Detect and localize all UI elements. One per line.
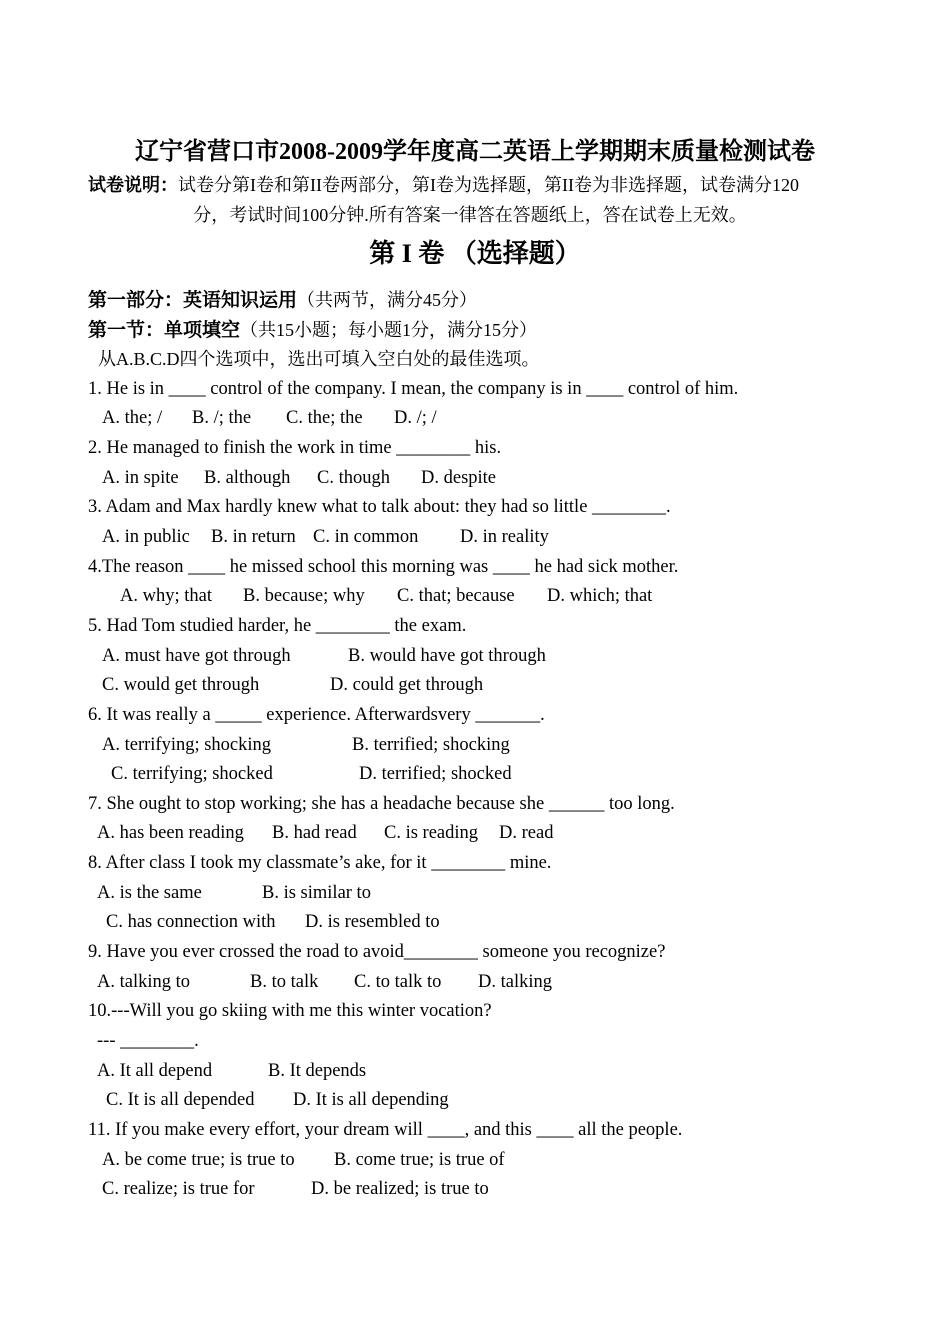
- option-b: B. would have got through: [348, 646, 546, 666]
- option-d: D. is resembled to: [305, 912, 440, 932]
- option-a: A. in spite: [102, 468, 179, 488]
- question-10-options-row2: [0, 1086, 950, 1114]
- option-b: B. although: [204, 468, 291, 488]
- option-d: D. despite: [421, 468, 497, 488]
- option-b: B. to talk: [250, 972, 319, 992]
- question-11-options-row2: [0, 1175, 950, 1203]
- option-d: D. be realized; is true to: [311, 1179, 489, 1199]
- exam-title: 辽宁省营口市2008-2009学年度高二英语上学期期末质量检测试卷: [135, 139, 815, 165]
- option-b: B. terrified; shocking: [352, 735, 510, 755]
- question-9-options: [0, 968, 950, 996]
- option-c: C. that; because: [397, 586, 515, 606]
- option-b: B. because; why: [243, 586, 365, 606]
- option-d: D. terrified; shocked: [359, 764, 512, 784]
- option-c: C. has connection with: [106, 912, 276, 932]
- question-3-options: [0, 523, 950, 551]
- section-heading: [88, 316, 537, 345]
- question-4-options: [0, 582, 950, 610]
- option-a: A. is the same: [97, 883, 202, 903]
- question-5-options-row1: [0, 642, 950, 670]
- question-4-stem: 4.The reason ____ he missed school this morning was ____ he had sick mother.: [88, 557, 679, 577]
- instructions-label: 试卷说明：: [88, 175, 178, 195]
- question-10-stem: 10.---Will you go skiing with me this winter vocation?: [88, 1001, 492, 1021]
- exam-instructions: [88, 170, 852, 230]
- option-d: D. which; that: [547, 586, 653, 606]
- question-5-stem: 5. Had Tom studied harder, he ________ the exam.: [88, 616, 467, 636]
- option-c: C. though: [317, 468, 390, 488]
- option-c: C. realize; is true for: [102, 1179, 255, 1199]
- option-b: B. come true; is true of: [334, 1150, 505, 1170]
- question-1-stem: 1. He is in ____ control of the company. I mean, the company is in ____ control of him.: [88, 379, 739, 399]
- option-a: A. talking to: [97, 972, 191, 992]
- part-heading: [88, 286, 477, 315]
- option-a: A. be come true; is true to: [102, 1150, 295, 1170]
- option-a: A. has been reading: [97, 823, 244, 843]
- option-c: C. terrifying; shocked: [111, 764, 273, 784]
- option-a: A. It all depend: [97, 1061, 213, 1081]
- option-d: D. talking: [478, 972, 552, 992]
- question-10-options-row1: [0, 1057, 950, 1085]
- option-c: C. to talk to: [354, 972, 442, 992]
- question-6-stem: 6. It was really a _____ experience. Afterwardsvery _______.: [88, 705, 545, 725]
- volume-title: 第 I 卷 （选择题）: [369, 239, 581, 268]
- option-c: C. It is all depended: [106, 1090, 255, 1110]
- option-a: A. terrifying; shocking: [102, 735, 272, 755]
- question-5-options-row2: [0, 671, 950, 699]
- option-d: D. in reality: [460, 527, 549, 547]
- instructions-line1: 试卷分第I卷和第II卷两部分，第I卷为选择题，第II卷为非选择题，试卷满分120: [178, 175, 799, 195]
- option-d: D. /; /: [394, 408, 437, 428]
- question-7-options: [0, 819, 950, 847]
- question-1-options: [0, 404, 950, 432]
- option-a: A. must have got through: [102, 646, 291, 666]
- option-a: A. in public: [102, 527, 190, 547]
- direction-text: 从A.B.C.D四个选项中，选出可填入空白处的最佳选项。: [98, 349, 540, 369]
- option-c: C. would get through: [102, 675, 260, 695]
- question-8-options-row2: [0, 908, 950, 936]
- option-b: B. in return: [211, 527, 296, 547]
- instructions-line2: 分，考试时间100分钟.所有答案一律答在答题纸上，答在试卷上无效。: [193, 205, 747, 225]
- section-label: 第一节：单项填空: [88, 320, 241, 341]
- question-9-stem: 9. Have you ever crossed the road to avoid________ someone you recognize?: [88, 942, 666, 962]
- question-8-stem: 8. After class I took my classmate’s ake, for it ________ mine.: [88, 853, 552, 873]
- question-8-options-row1: [0, 879, 950, 907]
- option-c: C. in common: [313, 527, 419, 547]
- question-11-stem: 11. If you make every effort, your dream will ____, and this ____ all the people.: [88, 1120, 683, 1140]
- question-11-options-row1: [0, 1146, 950, 1174]
- option-d: D. It is all depending: [293, 1090, 449, 1110]
- option-d: D. read: [499, 823, 554, 843]
- option-b: B. /; the: [192, 408, 252, 428]
- option-a: A. the; /: [102, 408, 163, 428]
- option-a: A. why; that: [120, 586, 212, 606]
- question-10-reply: --- ________.: [97, 1031, 199, 1051]
- part-note: （共两节，满分45分）: [297, 290, 478, 310]
- part-label: 第一部分：英语知识运用: [88, 290, 298, 311]
- section-note: （共15小题；每小题1分，满分15分）: [240, 320, 538, 340]
- option-b: B. had read: [272, 823, 357, 843]
- option-b: B. is similar to: [262, 883, 371, 903]
- option-c: C. is reading: [384, 823, 479, 843]
- question-6-options-row2: [0, 760, 950, 788]
- question-6-options-row1: [0, 731, 950, 759]
- question-3-stem: 3. Adam and Max hardly knew what to talk about: they had so little ________.: [88, 497, 671, 517]
- question-2-options: [0, 464, 950, 492]
- option-b: B. It depends: [268, 1061, 367, 1081]
- option-d: D. could get through: [330, 675, 484, 695]
- question-7-stem: 7. She ought to stop working; she has a headache because she ______ too long.: [88, 794, 675, 814]
- option-c: C. the; the: [286, 408, 363, 428]
- question-2-stem: 2. He managed to finish the work in time ________ his.: [88, 438, 502, 458]
